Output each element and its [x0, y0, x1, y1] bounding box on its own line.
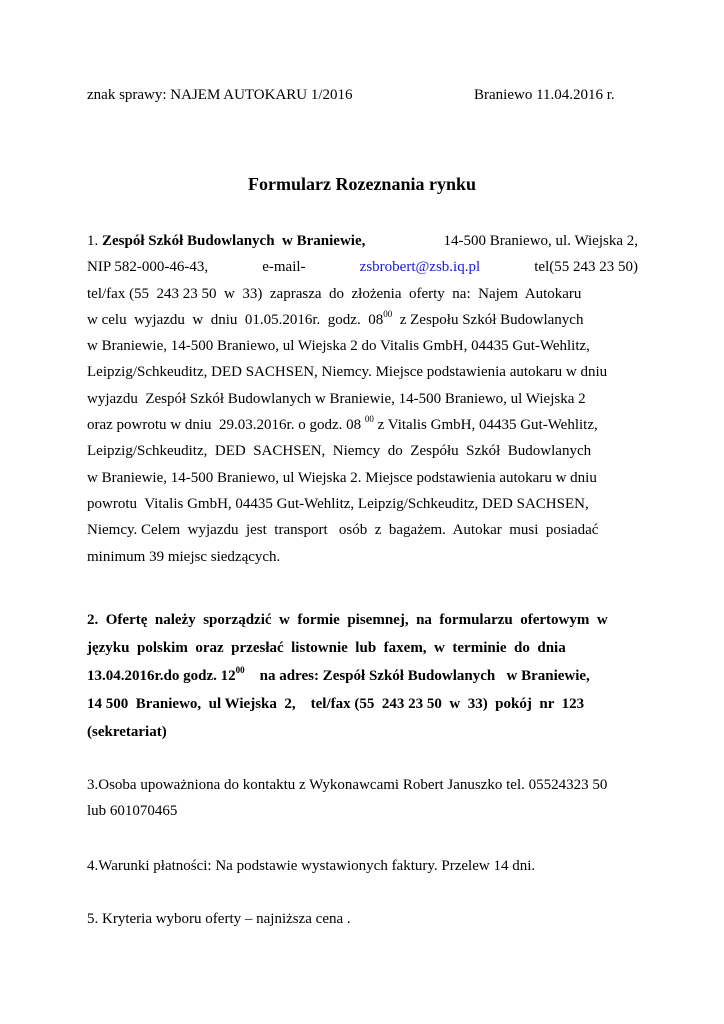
section-2-line-5: (sekretariat): [87, 724, 167, 740]
section-1-line-3: tel/fax (55 243 23 50 w 33) zaprasza do złożenia oferty na: Najem Autokaru: [87, 285, 582, 302]
section-3-line-1: 3.Osoba upoważniona do kontaktu z Wykonawcami Robert Januszko tel. 05524323 50: [87, 777, 608, 793]
section-4: [87, 853, 638, 879]
section-5: [87, 906, 638, 932]
section-1-line-9: Leipzig/Schkeuditz, DED SACHSEN, Niemcy do Zespółu Szkół Budowlanych: [87, 443, 592, 460]
section-1-line-12: Niemcy. Celem wyjazdu jest transport osób z bagażem. Autokar musi posiadać: [87, 522, 599, 539]
school-address: 14-500 Braniewo, ul. Wiejska 2,: [443, 233, 638, 249]
time-superscript: 00: [235, 665, 245, 675]
section-2: [87, 606, 638, 746]
section-1-line-5: w Braniewie, 14-500 Braniewo, ul Wiejska 2 do Vitalis GmbH, 04435 Gut-Wehlitz,: [87, 338, 590, 355]
section-2-line-3: 13.04.2016r.do godz. $12^{00}$ na adres: Zespół Szkół Budowlanych w Braniewie,: [87, 665, 590, 684]
section-1: [87, 228, 638, 570]
email-link[interactable]: zsbrobert@zsb.iq.pl: [359, 259, 481, 276]
case-reference: znak sprawy: NAJEM AUTOKARU 1/2016: [87, 87, 353, 103]
section-3: [87, 772, 638, 824]
section-5-text: 5. Kryteria wyboru oferty – najniższa cena .: [87, 911, 351, 927]
time-superscript: 00: [383, 308, 393, 319]
section-1-line-4: w celu wyjazdu w dniu 01.05.2016r. godz. $08^{00}$ z Zespołu Szkół Budowlanych: [87, 308, 584, 328]
place-and-date: Braniewo 11.04.2016 r.: [474, 87, 615, 103]
phone-number: tel(55 243 23 50): [534, 259, 638, 276]
section-4-text: 4.Warunki płatności: Na podstawie wystawionych faktury. Przelew 14 dni.: [87, 858, 536, 874]
section-1-line-6: Leipzig/Schkeuditz, DED SACHSEN, Niemcy. Miejsce podstawienia autokaru w dniu: [87, 364, 608, 381]
section-1-line-1: [87, 228, 638, 254]
section-1-line-11: powrotu Vitalis GmbH, 04435 Gut-Wehlitz, Leipzig/Schkeuditz, DED SACHSEN,: [87, 495, 589, 512]
section-1-line-7: wyjazdu Zespół Szkół Budowlanych w Braniewie, 14-500 Braniewo, ul Wiejska 2: [87, 390, 586, 407]
section-2-line-2: języku polskim oraz przesłać listownie lub faxem, w terminie do dnia: [87, 640, 566, 656]
document-title: Formularz Rozeznania rynku: [248, 174, 476, 194]
email-label: e-mail-: [262, 259, 306, 276]
section-2-line-4: 14 500 Braniewo, ul Wiejska 2, tel/fax (55 243 23 50 w 33) pokój nr 123: [87, 696, 585, 712]
section-1-line-8: oraz powrotu w dniu 29.03.2016r. o godz. 08 $^{00}$ z Vitalis GmbH, 04435 Gut-Wehlitz,: [87, 414, 598, 434]
section-3-line-2: lub 601070465: [87, 803, 178, 819]
section-1-line-10: w Braniewie, 14-500 Braniewo, ul Wiejska 2. Miejsce podstawienia autokaru w dniu: [87, 469, 597, 486]
section-number: 1. Zespół Szkół Budowlanych w Braniewie,: [87, 233, 366, 249]
school-name: Zespół Szkół Budowlanych w Braniewie,: [102, 233, 366, 249]
time-superscript: 00: [364, 414, 374, 425]
section-1-line-2: [87, 254, 638, 280]
section-1-line-13: minimum 39 miejsc siedzących.: [87, 548, 281, 565]
section-2-line-1: 2. Ofertę należy sporządzić w formie pisemnej, na formularzu ofertowym w: [87, 612, 608, 628]
nip-number: NIP 582-000-46-43,: [87, 259, 209, 276]
